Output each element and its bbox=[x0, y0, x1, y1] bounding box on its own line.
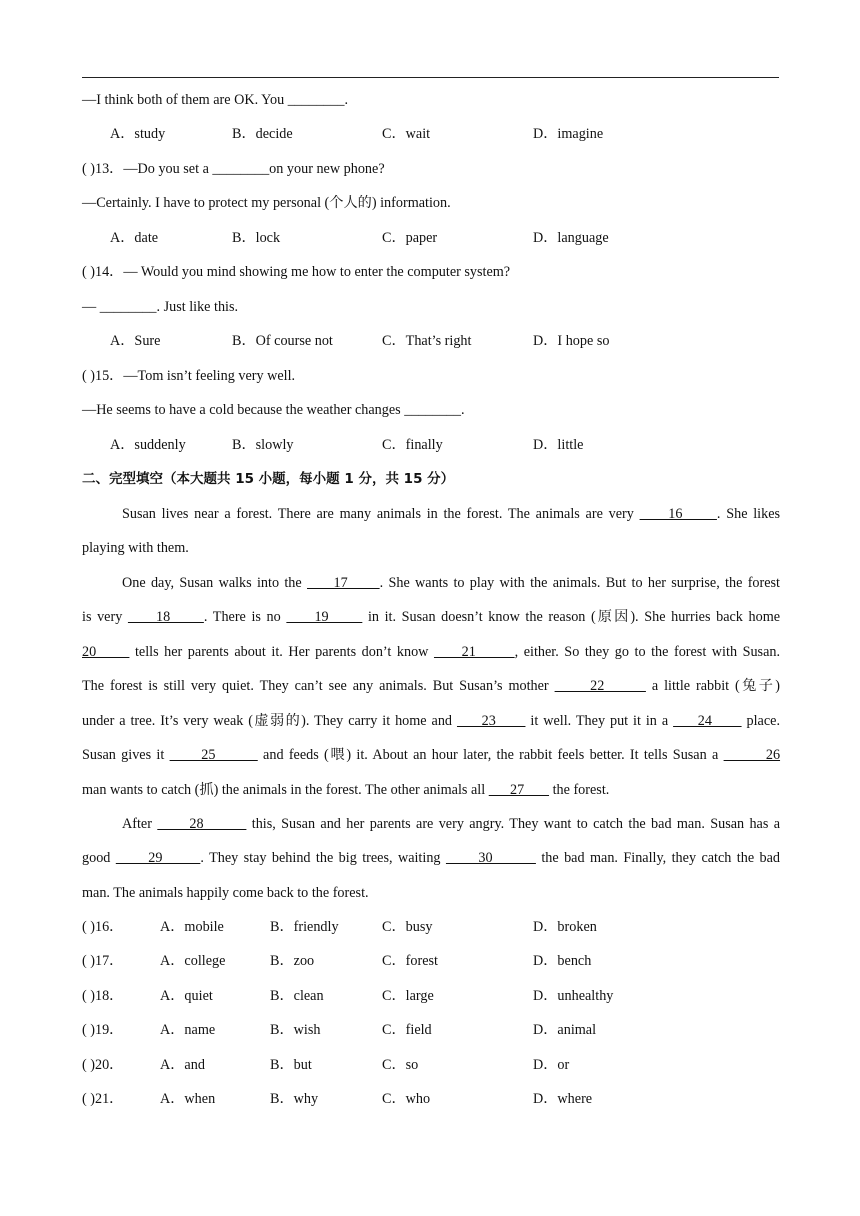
q15-reply: —He seems to have a cold because the weather changes ________. bbox=[82, 402, 465, 418]
passage-line: under a tree. It’s very weak (虚弱的). They carry it home and 23 it well. They put it in a 24 place. bbox=[82, 713, 780, 729]
option-d: D．or bbox=[533, 1057, 570, 1073]
option-d: D．bench bbox=[533, 953, 592, 969]
option-d: D．unhealthy bbox=[533, 988, 614, 1004]
passage-line: playing with them. bbox=[82, 540, 189, 556]
q15-option-b: B．slowly bbox=[232, 437, 294, 453]
q14-option-d: D．I hope so bbox=[533, 333, 610, 349]
blank-18: 18 bbox=[127, 609, 204, 625]
option-c: C．so bbox=[382, 1057, 419, 1073]
option-b: B．friendly bbox=[270, 919, 339, 935]
q14-stem: ( )14．— Would you mind showing me how to enter the computer system? bbox=[82, 264, 511, 280]
q13-reply: —Certainly. I have to protect my personal (个人的) information. bbox=[82, 195, 451, 211]
blank-25: 25 bbox=[169, 747, 258, 763]
q15-options bbox=[0, 435, 860, 455]
q15-option-c: C．finally bbox=[382, 437, 443, 453]
blank-20: 20 bbox=[82, 644, 130, 660]
q14-option-a: A．Sure bbox=[110, 333, 161, 349]
option-c: C．who bbox=[382, 1091, 431, 1107]
cloze-item-19 bbox=[0, 1020, 860, 1040]
blank-23: 23 bbox=[456, 713, 526, 729]
option-b: B．zoo bbox=[270, 953, 315, 969]
q14-reply: — ________. Just like this. bbox=[82, 299, 239, 315]
q14-options bbox=[0, 331, 860, 351]
option-d: D．animal bbox=[533, 1022, 597, 1038]
cloze-item-17 bbox=[0, 951, 860, 971]
passage-line: man. The animals happily come back to the forest. bbox=[82, 885, 369, 901]
q12-option-d: D．imagine bbox=[533, 126, 604, 142]
option-a: A．name bbox=[160, 1022, 216, 1038]
option-a: A．quiet bbox=[160, 988, 213, 1004]
option-c: C．busy bbox=[382, 919, 433, 935]
cloze-item-21 bbox=[0, 1089, 860, 1109]
option-b: B．clean bbox=[270, 988, 324, 1004]
blank-24: 24 bbox=[673, 713, 742, 729]
option-c: C．large bbox=[382, 988, 434, 1004]
option-b: B．wish bbox=[270, 1022, 321, 1038]
q13-option-d: D．language bbox=[533, 230, 609, 246]
option-c: C．field bbox=[382, 1022, 432, 1038]
option-b: B．but bbox=[270, 1057, 312, 1073]
option-a: A．mobile bbox=[160, 919, 224, 935]
passage-line: 20 tells her parents about it. Her parents don’t know 21 , either. So they go to the forest with Susan. bbox=[82, 644, 781, 660]
blank-28: 28 bbox=[157, 816, 247, 832]
passage-line: man wants to catch (抓) the animals in the forest. The other animals all 27 the forest. bbox=[82, 782, 610, 798]
option-d: D．where bbox=[533, 1091, 593, 1107]
cloze-item-18 bbox=[0, 986, 860, 1006]
item-number: ( )16． bbox=[82, 919, 124, 935]
q12-options bbox=[0, 124, 860, 144]
q12-option-a: A．study bbox=[110, 126, 166, 142]
blank-21: 21 bbox=[433, 644, 515, 660]
q13-option-c: C．paper bbox=[382, 230, 438, 246]
blank-16: 16 bbox=[639, 506, 717, 522]
section-heading: 二、完型填空（本大题共 15 小题，每小题 1 分，共 15 分） bbox=[82, 471, 455, 487]
q14-option-b: B．Of course not bbox=[232, 333, 333, 349]
blank-19: 19 bbox=[286, 609, 363, 625]
q15-option-a: A．suddenly bbox=[110, 437, 186, 453]
header-rule bbox=[82, 77, 779, 78]
passage-line: good 29 . They stay behind the big trees, waiting 30 the bad man. Finally, they catch the bad bbox=[82, 850, 781, 866]
q15-option-d: D．little bbox=[533, 437, 584, 453]
passage-line: is very 18 . There is no 19 in it. Susan doesn’t know the reason (原因). She hurries back home bbox=[82, 609, 781, 625]
blank-29: 29 bbox=[115, 850, 201, 866]
q13-stem: ( )13．—Do you set a ________on your new phone? bbox=[82, 161, 385, 177]
cloze-item-20 bbox=[0, 1055, 860, 1075]
option-c: C．forest bbox=[382, 953, 438, 969]
option-b: B．why bbox=[270, 1091, 319, 1107]
q12-option-b: B．decide bbox=[232, 126, 293, 142]
item-number: ( )17． bbox=[82, 953, 124, 969]
item-number: ( )18． bbox=[82, 988, 124, 1004]
item-number: ( )21． bbox=[82, 1091, 124, 1107]
option-d: D．broken bbox=[533, 919, 597, 935]
q14-option-c: C．That’s right bbox=[382, 333, 472, 349]
passage-line: After 28 this, Susan and her parents are very angry. They want to catch the bad man. Susan has a bbox=[122, 816, 781, 832]
option-a: A．when bbox=[160, 1091, 216, 1107]
item-number: ( )19． bbox=[82, 1022, 124, 1038]
blank-17: 17 bbox=[307, 575, 380, 591]
q12-reply: —I think both of them are OK. You ________. bbox=[82, 92, 349, 108]
passage-line: One day, Susan walks into the 17 . She wants to play with the animals. But to her surprise, the forest bbox=[122, 575, 781, 591]
blank-30: 30 bbox=[445, 850, 536, 866]
cloze-item-16 bbox=[0, 917, 860, 937]
option-a: A．and bbox=[160, 1057, 205, 1073]
q13-option-b: B．lock bbox=[232, 230, 281, 246]
option-a: A．college bbox=[160, 953, 226, 969]
blank-27: 27 bbox=[488, 782, 550, 798]
item-number: ( )20． bbox=[82, 1057, 124, 1073]
passage-line: The forest is still very quiet. They can’t see any animals. But Susan’s mother 22 a little rabbit (兔子) bbox=[82, 678, 781, 694]
q13-options bbox=[0, 228, 860, 248]
q15-stem: ( )15．—Tom isn’t feeling very well. bbox=[82, 368, 296, 384]
passage-line: Susan gives it 25 and feeds (喂) it. About an hour later, the rabbit feels better. It tells Susan a 26 bbox=[82, 747, 781, 763]
passage-line: Susan lives near a forest. There are many animals in the forest. The animals are very 16 . She likes bbox=[122, 506, 781, 522]
q13-option-a: A．date bbox=[110, 230, 159, 246]
blank-26: 26 bbox=[723, 747, 781, 763]
q12-option-c: C．wait bbox=[382, 126, 431, 142]
blank-22: 22 bbox=[554, 678, 646, 694]
